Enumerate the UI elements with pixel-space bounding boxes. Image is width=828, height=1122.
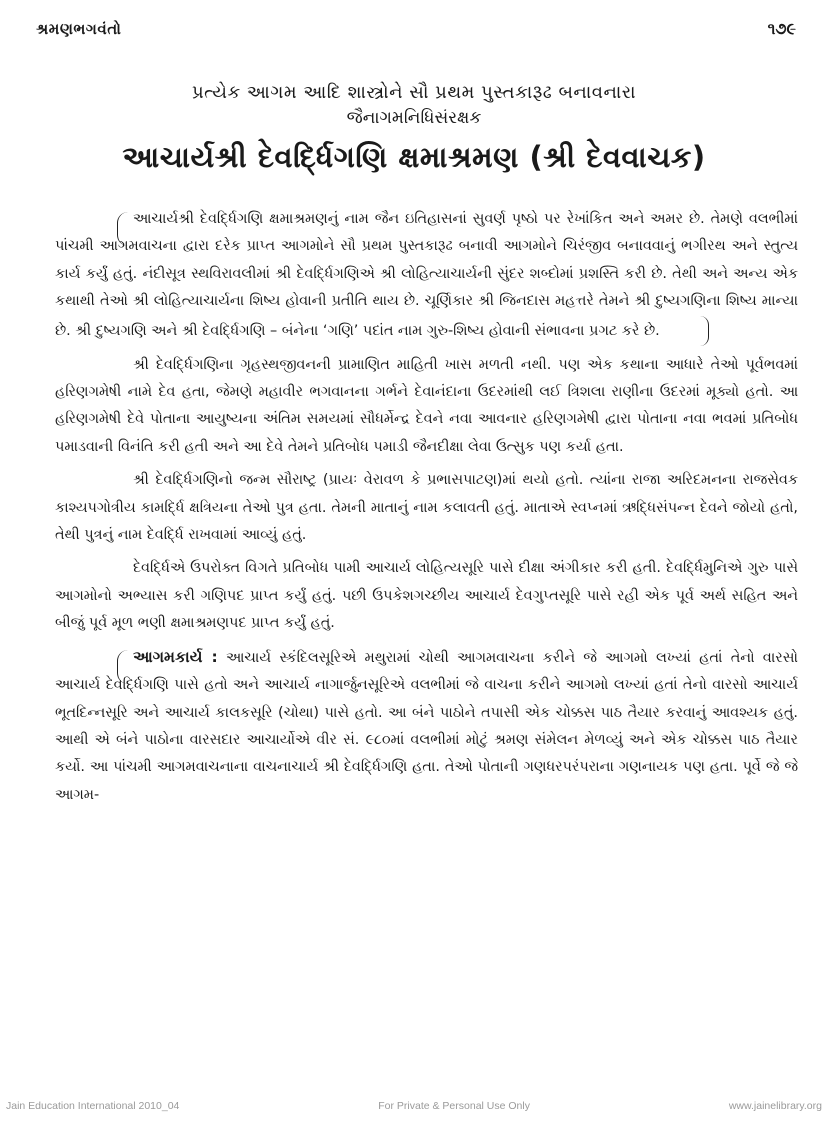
footer-website: www.jainelibrary.org xyxy=(728,1100,822,1112)
paragraph-birth xyxy=(55,467,798,549)
subtitle-line-2: જૈનાગમનિધિસંરક્ષક xyxy=(346,108,482,128)
section-lead-heading: આગમકાર્ય : xyxy=(133,647,218,666)
paragraph-text: આચાર્ય સ્કંદિલસૂરિએ મથુરામાં ચોથી આગમવાચના કરીને જે આગમો લખ્યાં હતાં તેનો વારસો આચાર્ય દેવર્દ્ધિગણિ પાસે હતો અને આચાર્ય નાગાર્જુનસૂરિએ વલભીમાં જે વાચના કરીને આગમો લખ્યાં હતાં તેનો વારસો આચાર્ય ભૂતદિન્નસૂરિ અને આચાર્ય કાલકસૂરિ (ચોથા) પાસે હતો. આ બંને પાઠોને તપાસી એક ચોક્કસ પાઠ તૈયાર કરવાનું આવશ્યક હતું. આથી એ બંને પાઠોના વારસદાર આચાર્યોએ વીર સં. ૯૮૦માં વલભીમાં મોટું શ્રમણ સંમેલન મેળવ્યું અને એક ચોક્કસ પાઠ તૈયાર કર્યો. આ પાંચમી આગમવાચનાના વાચનાચાર્ય શ્રી દેવર્દ્ધિગણિ હતા. તેઓ પોતાની ગણધરપરંપરાના ગણનાયક પણ હતા. પૂર્વે જે જે આગમ- xyxy=(55,649,798,803)
subtitle-line-1: પ્રત્યેક આગમ આદિ શાસ્ત્રોને સૌ પ્રથમ પુસ્તકારૂઢ બનાવનારા xyxy=(192,82,636,103)
paragraph-diksha xyxy=(55,555,798,637)
page-header xyxy=(36,14,796,44)
footer-publisher: Jain Education International 2010_04 xyxy=(6,1100,180,1112)
paragraph-previous-birth xyxy=(55,352,798,462)
paragraph-intro xyxy=(55,206,798,346)
title-block xyxy=(40,80,788,180)
footer-usage-note: For Private & Personal Use Only xyxy=(378,1100,530,1112)
paragraph-text: આચાર્યશ્રી દેવર્દ્ધિગણિ ક્ષમાશ્રમણનું નામ જૈન ઇતિહાસનાં સુવર્ણ પૃષ્ઠો પર રેખાંકિત અને અમર છે. તેમણે વલભીમાં પાંચમી આગમવાચના દ્વારા દરેક પ્રાપ્ત આગમોને સૌ પ્રથમ પુસ્તકારૂઢ બનાવી આગમોને ચિરંજીવ બનાવવાનું ભગીરથ અને સ્તુત્ય કાર્ય કર્યું હતું. નંદીસૂત્ર સ્થવિરાવલીમાં શ્રી દેવર્દ્ધિગણિએ શ્રી લોહિત્યાચાર્યની સુંદર શબ્દોમાં પ્રશસ્તિ કરી છે. તેથી અને અન્ય એક કથાથી તેઓ શ્રી લોહિત્યાચાર્યના શિષ્ય હોવાની પ્રતીતિ થાય છે. ચૂર્ણિકાર શ્રી જિનદાસ મહત્તરે તેમને શ્રી દુષ્યગણિના શિષ્ય માન્યા છે. શ્રી દુષ્યગણિ અને શ્રી દેવર્દ્ધિગણિ – બંનેના ‘ગણિ’ પદાંત નામ ગુરુ-શિષ્ય હોવાની સંભાવના પ્રગટ કરે છે. xyxy=(55,211,798,339)
paragraph-text: શ્રી દેવર્દ્ધિગણિના ગૃહસ્થજીવનની પ્રામાણિત માહિતી ખાસ મળતી નથી. પણ એક કથાના આધારે તેઓ પૂર્વભવમાં હરિણગમેષી નામે દેવ હતા, જેમણે મહાવીર ભગવાનના ગર્ભને દેવાનંદાના ઉદરમાંથી લઈ ત્રિશલા રાણીના ઉદરમાં મૂક્યો હતો. આ હરિણગમેષી દેવે પોતાના આયુષ્યના અંતિમ સમયમાં સૌધર્મેન્દ્ર દેવને નવા આવનાર હરિણગમેષી દ્વારા પોતાના નવા ભવમાં પ્રતિબોધ પમાડવાની વિનંતિ કરી હતી અને આ દેવે તેમને પ્રતિબોધ પમાડી જૈનદીક્ષા લેવા ઉત્સુક પણ કર્યા હતા. xyxy=(55,356,798,455)
paragraph-text: શ્રી દેવર્દ્ધિગણિનો જન્મ સૌરાષ્ટ્ર (પ્રાયઃ વેરાવળ કે પ્રભાસપાટણ)માં થયો હતો. ત્યાંના રાજા અરિદમનના રાજસેવક કાશ્યપગોત્રીય કામર્દ્ધિ ક્ષત્રિયના તેઓ પુત્ર હતા. તેમની માતાનું નામ કલાવતી હતું. માતાએ સ્વપ્નમાં ઋદ્ધિસંપન્ન દેવને જોયો હતો, તેથી પુત્રનું નામ દેવર્દ્ધિ રાખવામાં આવ્યું હતું. xyxy=(55,472,798,544)
close-bracket-mark xyxy=(700,316,709,346)
paragraph-text: દેવર્દ્ધિએ ઉપરોક્ત વિગતે પ્રતિબોધ પામી આચાર્ય લોહિત્યસૂરિ પાસે દીક્ષા અંગીકાર કરી હતી. દેવર્દ્ધિમુનિએ ગુરુ પાસે આગમોનો અભ્યાસ કરી ગણિપદ પ્રાપ્ત કર્યું હતું. પછી ઉપકેશગચ્છીય આચાર્ય દેવગુપ્તસૂરિ પાસે રહી એક પૂર્વ અર્થ સહિત અને બીજું પૂર્વ મૂળ ભણી ક્ષમાશ્રમણપદ પ્રાપ્ત કર્યું હતું. xyxy=(55,560,798,632)
page-number: ૧૭૯ xyxy=(767,19,796,38)
running-head: શ્રમણભગવંતો xyxy=(36,20,122,38)
main-title: આચાર્યશ્રી દેવર્દ્ધિગણિ ક્ષમાશ્રમણ (શ્રી દેવવાચક) xyxy=(122,140,706,174)
paragraph-agam-karya xyxy=(55,644,798,809)
page-footer xyxy=(6,1100,822,1112)
article-body xyxy=(55,206,798,815)
